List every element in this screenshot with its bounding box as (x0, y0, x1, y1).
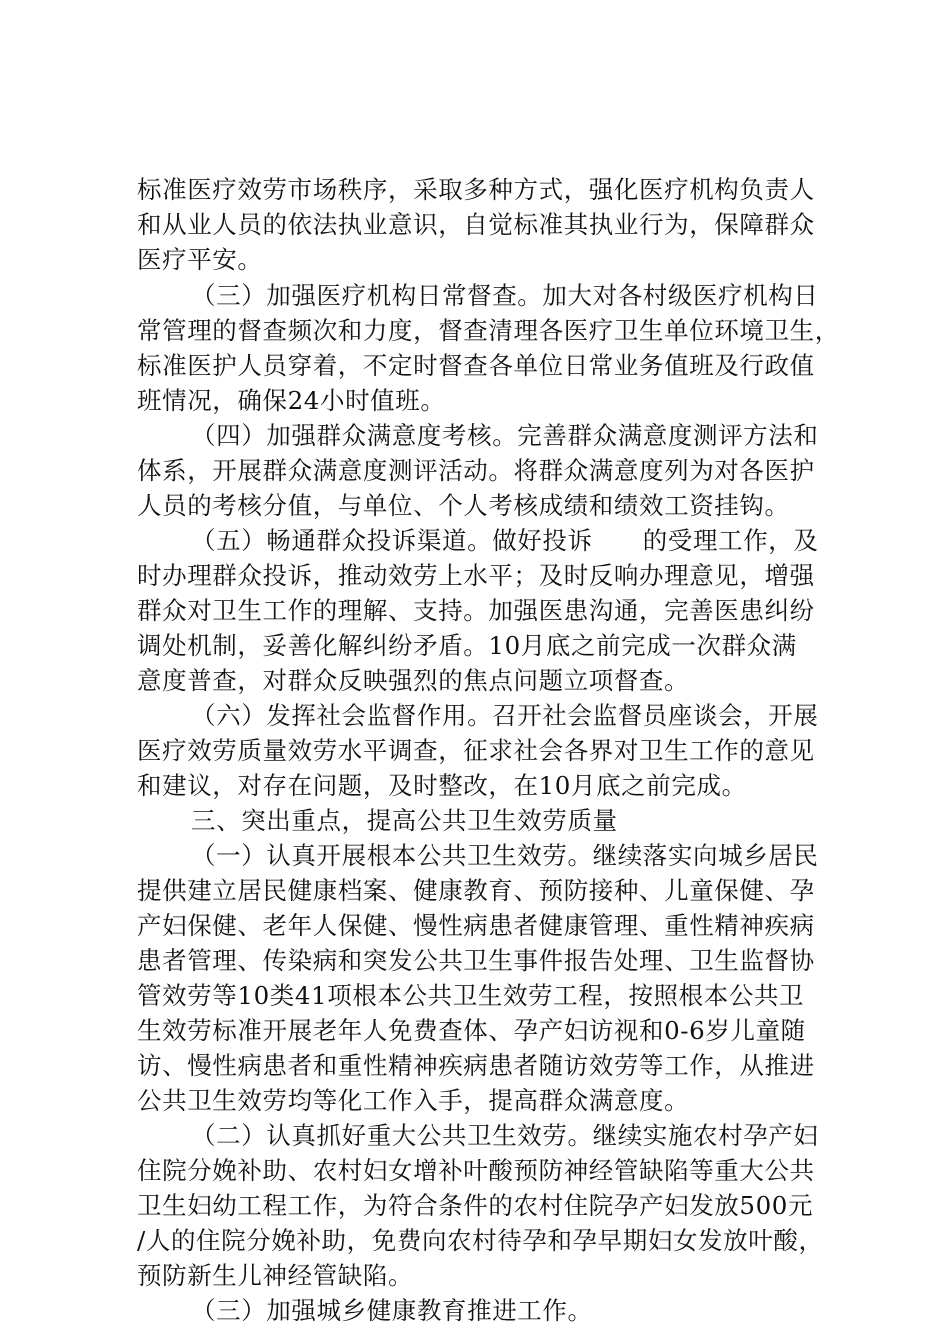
paragraph-line: 住院分娩补助、农村妇女增补叶酸预防神经管缺陷等重大公共 (137, 1156, 815, 1185)
paragraph-line: 人员的考核分值，与单位、个人考核成绩和绩效工资挂钩。 (137, 491, 790, 520)
paragraph-line: 患者管理、传染病和突发公共卫生事件报告处理、卫生监督协 (137, 946, 815, 975)
paragraph-line: 标准医护人员穿着，不定时督查各单位日常业务值班及行政值 (137, 351, 815, 380)
paragraph-line: （一）认真开展根本公共卫生效劳。继续落实向城乡居民 (191, 841, 819, 870)
paragraph-line: 医疗平安。 (137, 245, 263, 274)
paragraph-line: 群众对卫生工作的理解、支持。加强医患沟通，完善医患纠纷 (137, 596, 815, 625)
paragraph-line: 体系，开展群众满意度测评活动。将群众满意度列为对各医护 (137, 456, 815, 485)
paragraph-line: 生效劳标准开展老年人免费查体、孕产妇访视和0-6岁儿童随 (137, 1016, 806, 1045)
paragraph-line: 调处机制，妥善化解纠纷矛盾。10月底之前完成一次群众满 (137, 631, 797, 660)
paragraph-line: 公共卫生效劳均等化工作入手，提高群众满意度。 (137, 1086, 690, 1115)
paragraph-line: 医疗效劳质量效劳水平调查，征求社会各界对卫生工作的意见 (137, 736, 815, 765)
paragraph-line: 提供建立居民健康档案、健康教育、预防接种、儿童保健、孕 (137, 876, 815, 905)
paragraph-line: 和从业人员的依法执业意识，自觉标准其执业行为，保障群众 (137, 210, 815, 239)
paragraph-line: 意度普查，对群众反映强烈的焦点问题立项督查。 (137, 666, 690, 695)
paragraph-line: （二）认真抓好重大公共卫生效劳。继续实施农村孕产妇 (191, 1121, 819, 1150)
section-heading: 三、突出重点，提高公共卫生效劳质量 (191, 806, 618, 835)
paragraph-line: 产妇保健、老年人保健、慢性病患者健康管理、重性精神疾病 (137, 911, 815, 940)
paragraph-line: 标准医疗效劳市场秩序，采取多种方式，强化医疗机构负责人 (137, 175, 815, 204)
paragraph-line: 卫生妇幼工程工作，为符合条件的农村住院孕产妇发放500元 (137, 1191, 814, 1220)
paragraph-line: 访、慢性病患者和重性精神疾病患者随访效劳等工作，从推进 (137, 1051, 815, 1080)
paragraph-line: （三）加强城乡健康教育推进工作。 (191, 1296, 593, 1325)
paragraph-line: 管效劳等10类41项根本公共卫生效劳工程，按照根本公共卫 (137, 981, 805, 1010)
paragraph-line: /人的住院分娩补助，免费向农村待孕和孕早期妇女发放叶酸， (137, 1226, 824, 1255)
paragraph-line: 班情况，确保24小时值班。 (137, 386, 446, 415)
paragraph-line: 和建议，对存在问题，及时整改，在10月底之前完成。 (137, 771, 747, 800)
paragraph-line: （五）畅通群众投诉渠道。做好投诉 的受理工作，及 (191, 526, 819, 555)
paragraph-line: （四）加强群众满意度考核。完善群众满意度测评方法和 (191, 421, 819, 450)
paragraph-line: 预防新生儿神经管缺陷。 (137, 1261, 414, 1290)
paragraph-line: 时办理群众投诉，推动效劳上水平；及时反响办理意见，增强 (137, 561, 815, 590)
paragraph-line: （六）发挥社会监督作用。召开社会监督员座谈会，开展 (191, 701, 819, 730)
paragraph-line: 常管理的督查频次和力度，督查清理各医疗卫生单位环境卫生， (137, 316, 840, 345)
paragraph-line: （三）加强医疗机构日常督查。加大对各村级医疗机构日 (191, 281, 819, 310)
